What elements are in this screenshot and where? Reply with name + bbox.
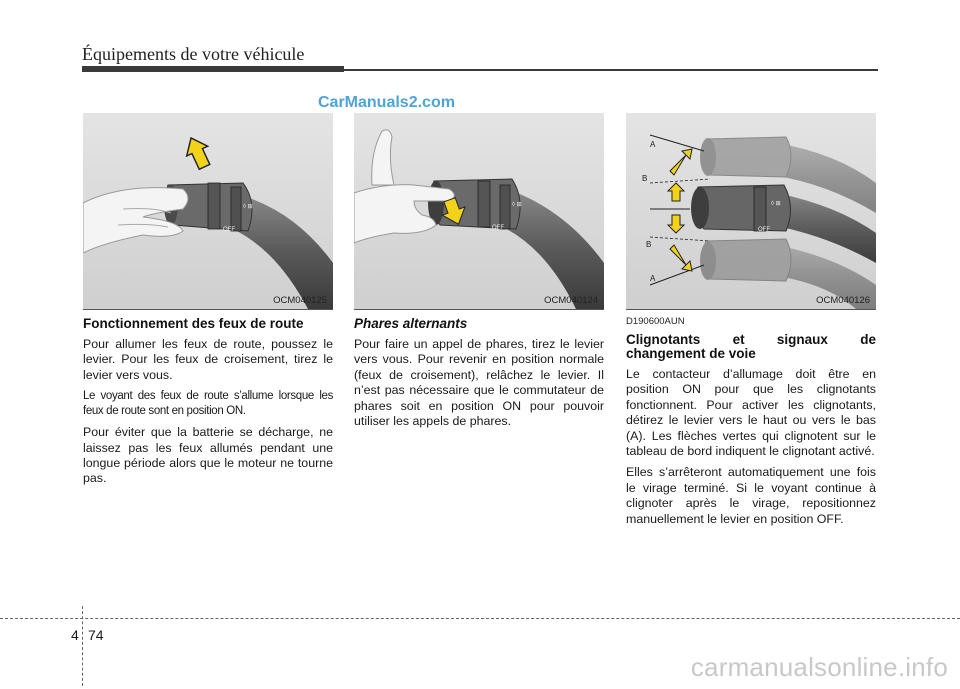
turn-signals-illustration [626, 113, 876, 309]
figure-rule [83, 309, 333, 310]
chapter-number: 4 [71, 627, 79, 643]
column-turn-signals [626, 113, 876, 527]
document-code: D190600AUN [626, 316, 685, 327]
figure-high-beam [83, 113, 333, 309]
svg-text:B: B [646, 240, 652, 249]
paragraph: Le contacteur d’allumage doit être en position ON pour que les clignotants fonctionnent. Pour activer les clignotants, détirez le levier vers le haut ou vers le bas (A). Les flèches vertes qui clignotent sur le tableau de bord indiquent le clignotant activé. [626, 367, 876, 459]
footer-dashed-divider [82, 606, 83, 686]
svg-text:OFF: OFF [758, 227, 770, 233]
figure-code: OCM040124 [544, 295, 598, 306]
section-heading: Fonctionnement des feux de route [83, 316, 304, 331]
paragraph-note: Le voyant des feux de route s’allume lorsque les feux de route sont en position ON. [83, 390, 333, 418]
paragraph: Pour faire un appel de phares, tirez le levier vers vous. Pour revenir en position normale (feux de croisement), relâchez le levier. Il n’est pas nécessaire que le commutateur de phares soit en position ON pour pouvoir utiliser les appels de phares. [354, 337, 604, 429]
svg-text:B: B [642, 174, 648, 183]
paragraph: Elles s’arrêteront automatiquement une fois le virage terminé. Si le voyant continue à clignoter après le virage, repositionnez manuellement le levier en position OFF. [626, 465, 876, 526]
svg-text:A: A [650, 274, 656, 283]
header-rule-thin [344, 69, 878, 71]
svg-text:OFF: OFF [223, 227, 235, 233]
section-heading-line1: Clignotants et signaux de [626, 332, 876, 347]
watermark-bottom[interactable]: carmanualsonline.info [690, 652, 948, 682]
section-heading: Phares alternants [354, 316, 468, 331]
page-number: 74 [88, 627, 104, 643]
paragraph: Pour éviter que la batterie se décharge, ne laissez pas les feux allumés pendant une longue période alors que le moteur ne tourne pas. [83, 425, 333, 486]
svg-text:A: A [650, 140, 656, 149]
figure-flash-to-pass [354, 113, 604, 309]
figure-rule [354, 309, 604, 310]
svg-text:◊ ⊞: ◊ ⊞ [771, 201, 781, 207]
footer-dashed-rule [0, 618, 960, 619]
svg-text:◊ ⊞: ◊ ⊞ [243, 204, 253, 210]
column-flash-to-pass [354, 113, 604, 429]
column-high-beam [83, 113, 333, 487]
high-beam-illustration [83, 113, 333, 309]
svg-text:OFF: OFF [492, 225, 504, 231]
paragraph: Pour allumer les feux de route, poussez le levier. Pour les feux de croisement, tirez le levier vers vous. [83, 337, 333, 382]
figure-rule [626, 309, 876, 310]
figure-code: OCM040126 [816, 295, 870, 306]
figure-code: OCM040125 [273, 295, 327, 306]
flash-to-pass-illustration [354, 113, 604, 309]
section-heading-line2: changement de voie [626, 346, 756, 361]
figure-turn-signals [626, 113, 876, 309]
header-rule-thick [82, 66, 344, 72]
page-header-title: Équipements de votre véhicule [82, 44, 305, 64]
watermark-top[interactable]: CarManuals2.com [318, 94, 455, 111]
svg-text:◊ ⊞: ◊ ⊞ [512, 202, 522, 208]
